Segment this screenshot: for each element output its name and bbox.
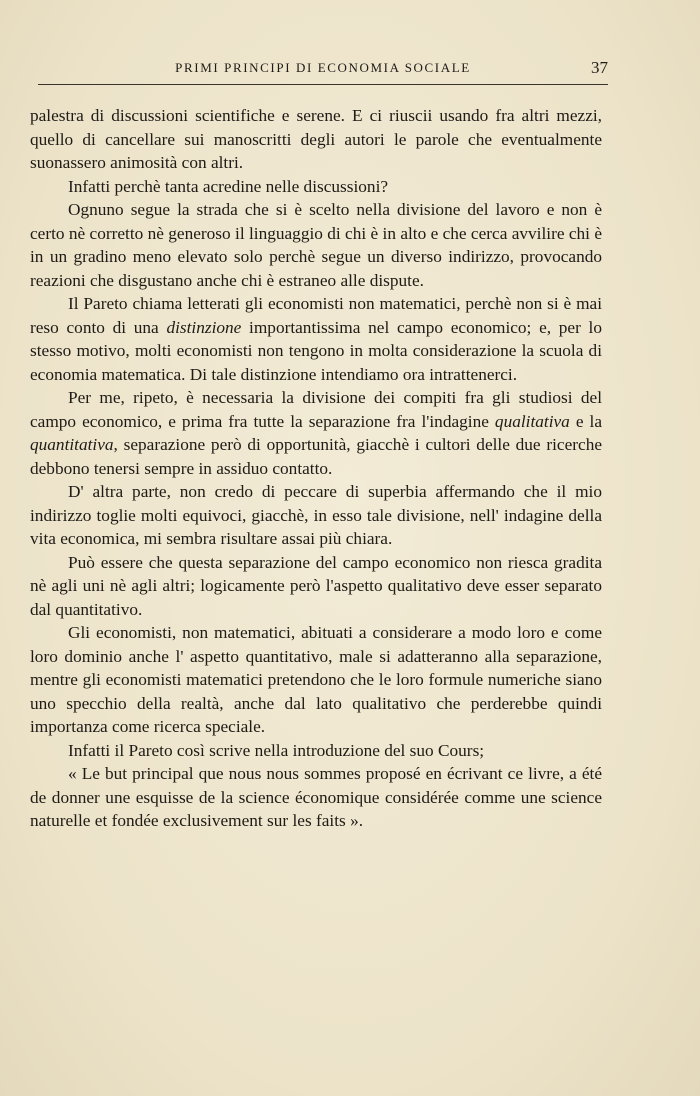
paragraph-text: , separazione però di opportunità, giacchè i cultori delle due ricerche debbono tenersi sempre in assiduo contatto. (30, 435, 602, 478)
paragraph-text: Per me, ripeto, è necessaria la divisione dei compiti fra gli studiosi del campo economico, e prima fra tutte la separazione fra l'indagine (30, 388, 602, 431)
header-rule (38, 84, 608, 85)
body-text (30, 104, 602, 833)
page-header (38, 60, 608, 84)
paragraph (30, 386, 602, 480)
quotation: « Le but principal que nous nous sommes proposé en écrivant ce livre, a été de donner une esquisse de la science économique considérée comme une science naturelle et fondée exclusivement sur les faits ». (30, 764, 602, 830)
paragraph: D' altra parte, non credo di peccare di superbia affermando che il mio indirizzo toglie molti equivoci, giacchè, in esso tale divisione, nell' indagine della vita economica, mi sembra risultare assai più chiara. (30, 482, 602, 548)
page-number: 37 (591, 58, 608, 77)
paragraph: Gli economisti, non matematici, abituati a considerare a modo loro e come loro dominio anche l' aspetto quantitativo, male si adatteranno alla separazione, mentre gli economisti matematici pretendono che le loro formule numeriche siano uno specchio della realtà, anche dal lato qualitativo che perderebbe quindi importanza come ricerca speciale. (30, 623, 602, 736)
emphasis-quantitativa: quantitativa (30, 435, 114, 454)
paragraph: Può essere che questa separazione del campo economico non riesca gradita nè agli uni nè agli altri; logicamente però l'aspetto qualitativo deve esser separato dal quantitativo. (30, 552, 602, 619)
running-title: PRIMI PRINCIPI DI ECONOMIA SOCIALE (175, 60, 471, 75)
emphasis-distinzione: distinzione (166, 317, 242, 337)
emphasis-qualitativa: qualitativa (494, 411, 570, 431)
paragraph: palestra di discussioni scientifiche e serene. E ci riuscii usando fra altri mezzi, quello di cancellare sui manoscritti degli autori le parole che eventualmente suonassero animosità con altri. (30, 106, 602, 172)
paragraph-text: Il Pareto chiama letterati gli economisti non matematici, perchè non si è mai reso conto di una (30, 294, 602, 337)
paragraph: Ognuno segue la strada che si è scelto nella divisione del lavoro e non è certo nè corretto nè generoso il linguaggio di chi è in alto e che cerca avvilire chi è in un gradino meno elevato solo perchè segue un diverso indirizzo, provocando reazioni che disgustano anche chi è estraneo alle dispute. (30, 200, 602, 290)
paragraph: Infatti perchè tanta acredine nelle discussioni? (68, 176, 389, 196)
paragraph (30, 292, 602, 386)
paragraph-text: e la (569, 411, 602, 431)
paragraph-text: importantissima nel campo economico; e, per lo stesso motivo, molti economisti non tengono in molta considerazione la scuola di economia matematica. Di tale distinzione intendiamo ora intrattenerci. (30, 317, 602, 384)
paragraph: Infatti il Pareto così scrive nella introduzione del suo Cours; (68, 740, 485, 760)
